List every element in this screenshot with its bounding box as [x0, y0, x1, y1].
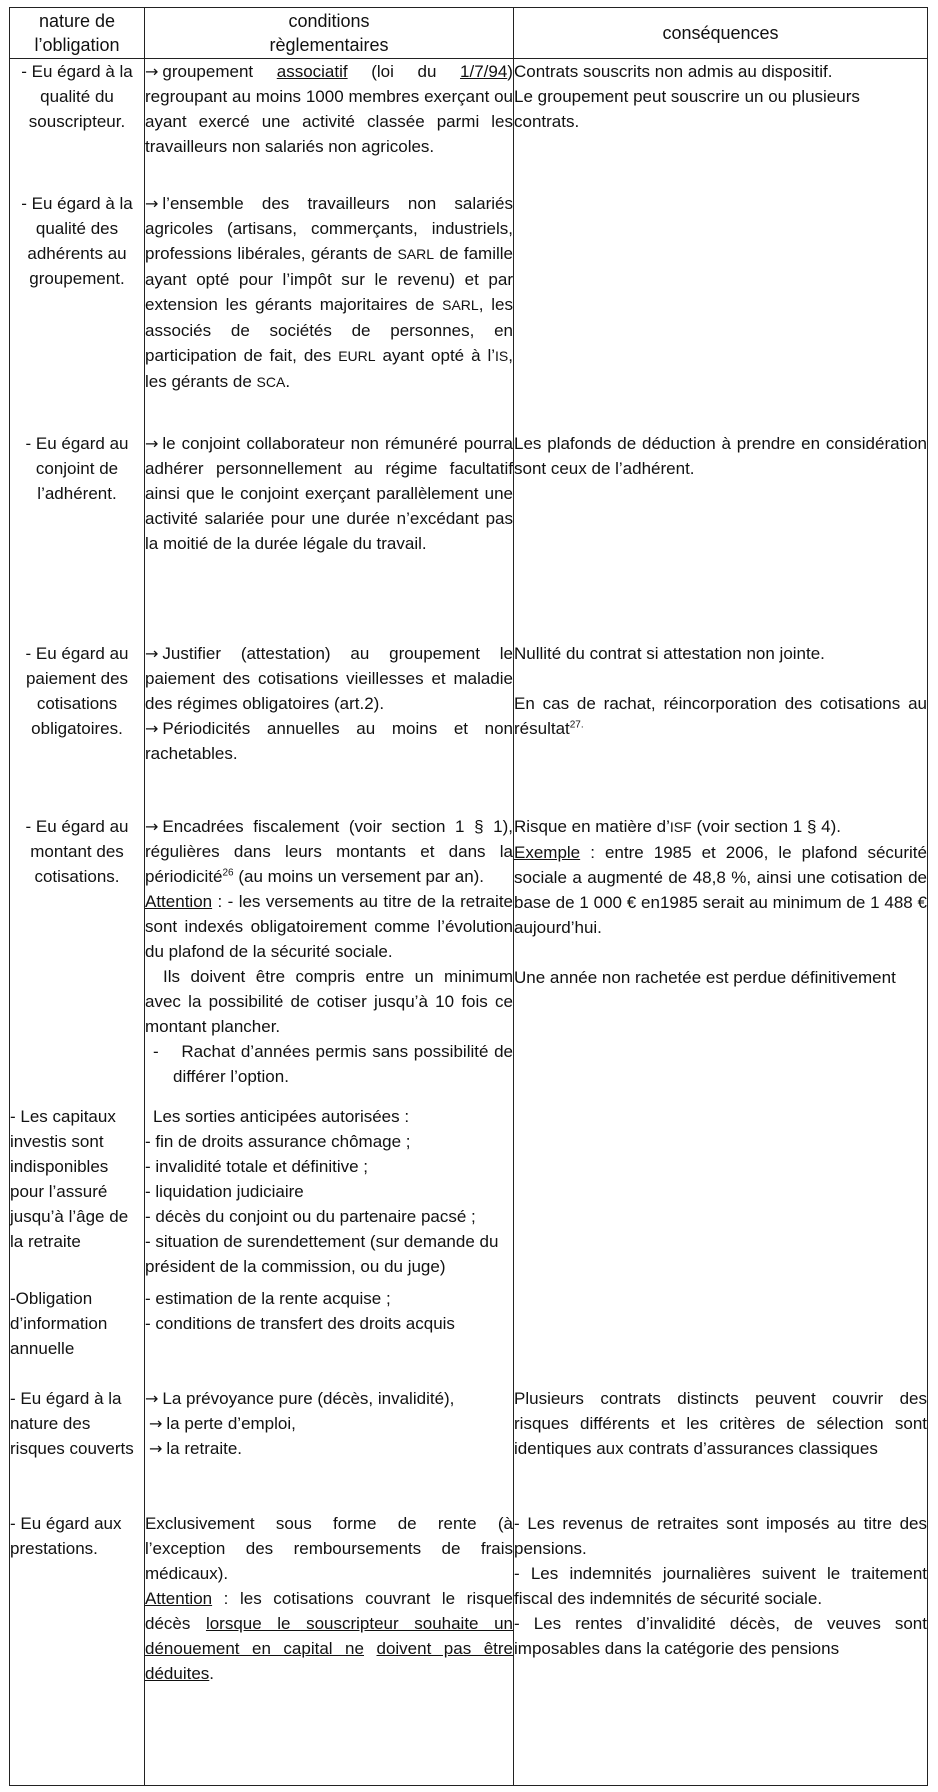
- condition-paragraph: [145, 431, 513, 556]
- condition-item: [145, 1411, 513, 1436]
- header-row: [10, 8, 928, 59]
- conditions-cell: [145, 1104, 514, 1286]
- acronym: SARL: [442, 296, 479, 313]
- condition-text: le conjoint collaborateur non rémunéré pourra adhérer personnellement au régime facultatif ainsi que le conjoint exerçant parallèlement une activité salariée pour une durée n’excédant pas la moitié de la durée légale du travail.: [145, 433, 513, 553]
- consequence-item: - Les rentes d’invalidité décès, de veuves sont imposables dans la catégorie des pensions: [514, 1614, 927, 1659]
- condition-paragraph: Ils doivent être compris entre un minimum avec la possibilité de cotiser jusqu’à 10 fois ce montant plancher.: [145, 966, 513, 1036]
- consequences-cell: [514, 1104, 928, 1286]
- nature-cell: [10, 191, 145, 431]
- consequences-cell: [514, 59, 928, 191]
- condition-paragraph: [145, 889, 513, 964]
- condition-text: , les associés de sociétés de personnes, en participation de fait, des: [145, 294, 513, 365]
- conditions-cell: [145, 641, 514, 814]
- acronym: IS: [495, 347, 509, 364]
- condition-title: Les sorties anticipées autorisées :: [153, 1107, 410, 1127]
- condition-paragraph: - Rachat d’années permis sans possibilité de différer l’option.: [153, 1041, 513, 1086]
- condition-text: Justifier (attestation) au groupement le paiement des cotisations vieillesses et maladie des régimes obligatoires (art.2).: [145, 643, 513, 713]
- row-prestations: [10, 1511, 928, 1785]
- condition-text: Périodicités annuelles au moins et non rachetables.: [145, 718, 513, 763]
- header-consequences: [514, 8, 928, 59]
- condition-item: - conditions de transfert des droits acquis: [145, 1314, 455, 1334]
- consequence-paragraph: Nullité du contrat si attestation non jointe.: [514, 643, 825, 663]
- condition-paragraph: Exclusivement sous forme de rente (à l’exception des remboursements de frais médicaux).: [145, 1514, 513, 1584]
- attention-label: Attention: [145, 1589, 213, 1609]
- consequence-paragraph: Le groupement peut souscrire un ou plusieurs contrats.: [514, 87, 860, 131]
- condition-text: .: [209, 1664, 215, 1684]
- condition-text: l’ensemble des travailleurs non salariés agricoles (artisans, commerçants, industriels, professions libérales, gérants de: [145, 193, 513, 263]
- consequence-paragraph: Contrats souscrits non admis au dispositif.: [514, 62, 833, 81]
- consequences-cell: [514, 431, 928, 641]
- header-consequences-label: conséquences: [662, 23, 779, 43]
- consequence-text: : entre 1985 et 2006, le plafond sécurité sociale a augmenté de 48,8 %, ainsi une cotisation de base de 1 000 € en1985 serait au minimum de 1 488 € aujourd’hui.: [514, 842, 927, 937]
- condition-item: - invalidité totale et définitive ;: [145, 1157, 369, 1177]
- nature-text: - Les capitaux investis sont indisponibles pour l’assuré jusqu’à l’âge de la retraite: [10, 1107, 129, 1252]
- condition-item: - liquidation judiciaire: [145, 1182, 304, 1202]
- spacer: [514, 940, 927, 965]
- consequences-cell: [514, 1286, 928, 1386]
- condition-paragraph: [145, 716, 513, 766]
- condition-text: : - les versements au titre de la retraite sont indexés obligatoirement comme l’évolution du plafond de la sécurité sociale.: [145, 891, 513, 961]
- nature-cell: [10, 1386, 145, 1511]
- nature-cell: [10, 1286, 145, 1386]
- header-conditions-line2: règlementaires: [269, 35, 389, 55]
- nature-cell: [10, 641, 145, 814]
- row-montant: [10, 814, 928, 1104]
- nature-text: - Eu égard au montant des cotisations.: [25, 816, 129, 886]
- consequence-text: Risque en matière d’: [514, 816, 670, 836]
- arrow-icon: →: [145, 62, 159, 81]
- nature-cell: [10, 431, 145, 641]
- nature-text: -Obligation d’information annuelle: [10, 1289, 108, 1359]
- condition-paragraph: [145, 59, 513, 159]
- condition-text: La prévoyance pure (décès, invalidité),: [162, 1389, 455, 1409]
- row-information: [10, 1286, 928, 1386]
- condition-text: ayant opté à l’: [382, 345, 496, 365]
- nature-text: - Eu égard au paiement des cotisations obligatoires.: [25, 643, 129, 738]
- arrow-icon: →: [145, 718, 159, 738]
- conditions-cell: [145, 1511, 514, 1785]
- footnote-ref: 27.: [569, 719, 584, 731]
- conditions-cell: [145, 1286, 514, 1386]
- condition-underlined: 1/7/94: [460, 62, 508, 81]
- consequences-cell: [514, 1386, 928, 1511]
- header-nature: [10, 8, 145, 59]
- arrow-icon: →: [145, 816, 159, 836]
- condition-text: , les gérants de: [145, 345, 513, 391]
- consequence-paragraph: Plusieurs contrats distincts peuvent couvrir des risques différents et les critères de sélection sont identiques aux contrats d’assurances classiques: [514, 1389, 927, 1459]
- row-paiement: [10, 641, 928, 814]
- condition-text: la perte d’emploi,: [166, 1414, 296, 1434]
- condition-text: Rachat d’années permis sans possibilité de différer l’option.: [173, 1041, 513, 1086]
- row-conjoint: [10, 431, 928, 641]
- consequences-cell: [514, 641, 928, 814]
- consequence-text: En cas de rachat, réincorporation des cotisations au résultat: [514, 693, 927, 738]
- conditions-cell: [145, 59, 514, 191]
- arrow-icon: →: [145, 433, 159, 453]
- arrow-icon: →: [145, 1389, 159, 1409]
- condition-item: - estimation de la rente acquise ;: [145, 1289, 391, 1309]
- condition-item: [145, 1386, 513, 1411]
- condition-text: : les cotisations couvrant le risque décès: [145, 1589, 513, 1634]
- consequence-item: - Les indemnités journalières suivent le traitement fiscal des indemnités de sécurité sociale.: [514, 1564, 927, 1609]
- arrow-icon: →: [145, 193, 159, 213]
- conditions-cell: [145, 814, 514, 1104]
- consequence-paragraph: [514, 814, 927, 840]
- exemple-label: Exemple: [514, 842, 581, 862]
- consequence-paragraph: Les plafonds de déduction à prendre en considération sont ceux de l’adhérent.: [514, 433, 927, 478]
- condition-paragraph: [145, 814, 513, 889]
- condition-paragraph: [145, 641, 513, 716]
- arrow-icon: →: [149, 1414, 163, 1434]
- condition-text: (loi du: [371, 62, 437, 81]
- nature-text: - Eu égard à la nature des risques couverts: [10, 1389, 134, 1459]
- condition-item: - décès du conjoint ou du partenaire pacsé ;: [145, 1207, 476, 1227]
- condition-item: - fin de droits assurance chômage ;: [145, 1132, 411, 1152]
- footnote-ref: 26: [222, 867, 234, 879]
- nature-cell: [10, 1511, 145, 1785]
- obligations-table: [9, 7, 928, 1786]
- consequence-text: (voir section 1 § 4).: [696, 816, 841, 836]
- condition-text: regroupant au moins 1000 membres exerçant ou ayant exercé une activité classée parmi les travailleurs non salariés non agricoles.: [145, 87, 513, 156]
- row-souscripteur: [10, 59, 928, 191]
- nature-text: - Eu égard à la qualité du souscripteur.: [21, 62, 133, 131]
- condition-paragraph: [145, 1586, 513, 1686]
- consequence-item: - Les revenus de retraites sont imposés au titre des pensions.: [514, 1514, 927, 1559]
- attention-label: Attention: [145, 891, 213, 911]
- consequences-cell: [514, 814, 928, 1104]
- condition-text: la retraite.: [166, 1439, 242, 1459]
- header-conditions-line1: conditions: [288, 11, 370, 31]
- header-conditions: [145, 8, 514, 59]
- condition-underlined: lorsque le souscripteur souhaite un dénouement en capital ne: [145, 1614, 513, 1659]
- condition-text: ): [507, 62, 513, 81]
- consequence-paragraph: [514, 840, 927, 940]
- condition-paragraph: [145, 191, 513, 395]
- acronym: SCA: [256, 373, 286, 390]
- nature-text: - Eu égard aux prestations.: [10, 1514, 122, 1559]
- conditions-cell: [145, 431, 514, 641]
- consequences-cell: [514, 1511, 928, 1785]
- condition-text: de famille ayant opté pour l’impôt sur le revenu) et par extension les gérants majoritaires de: [145, 243, 513, 314]
- condition-item: - situation de surendettement (sur demande du président de la commission, ou du juge): [145, 1232, 499, 1277]
- row-capitaux: [10, 1104, 928, 1286]
- condition-underlined: associatif: [276, 62, 348, 81]
- nature-text: - Eu égard au conjoint de l’adhérent.: [25, 433, 129, 503]
- acronym: ISF: [669, 818, 692, 835]
- arrow-icon: →: [149, 1439, 163, 1459]
- row-adherents: [10, 191, 928, 431]
- condition-text: .: [285, 371, 291, 391]
- acronym: EURL: [338, 347, 376, 364]
- conditions-cell: [145, 1386, 514, 1511]
- header-nature-label: nature de l’obligation: [34, 11, 120, 55]
- condition-underlined: doivent pas être déduites: [145, 1639, 513, 1684]
- condition-text: (au moins un versement par an).: [238, 866, 485, 886]
- row-risques: [10, 1386, 928, 1511]
- nature-cell: [10, 1104, 145, 1286]
- consequence-paragraph: Une année non rachetée est perdue définitivement: [514, 967, 896, 987]
- consequences-cell: [514, 191, 928, 431]
- spacer: [514, 666, 927, 691]
- condition-item: [145, 1436, 513, 1461]
- arrow-icon: →: [145, 643, 159, 663]
- nature-cell: [10, 59, 145, 191]
- condition-text: Encadrées fiscalement (voir section 1 § 1), régulières dans leurs montants et dans la périodicité: [145, 816, 513, 886]
- conditions-cell: [145, 191, 514, 431]
- consequence-paragraph: [514, 691, 927, 741]
- nature-text: - Eu égard à la qualité des adhérents au groupement.: [21, 193, 133, 288]
- acronym: SARL: [397, 245, 435, 262]
- condition-text: groupement: [162, 62, 254, 81]
- nature-cell: [10, 814, 145, 1104]
